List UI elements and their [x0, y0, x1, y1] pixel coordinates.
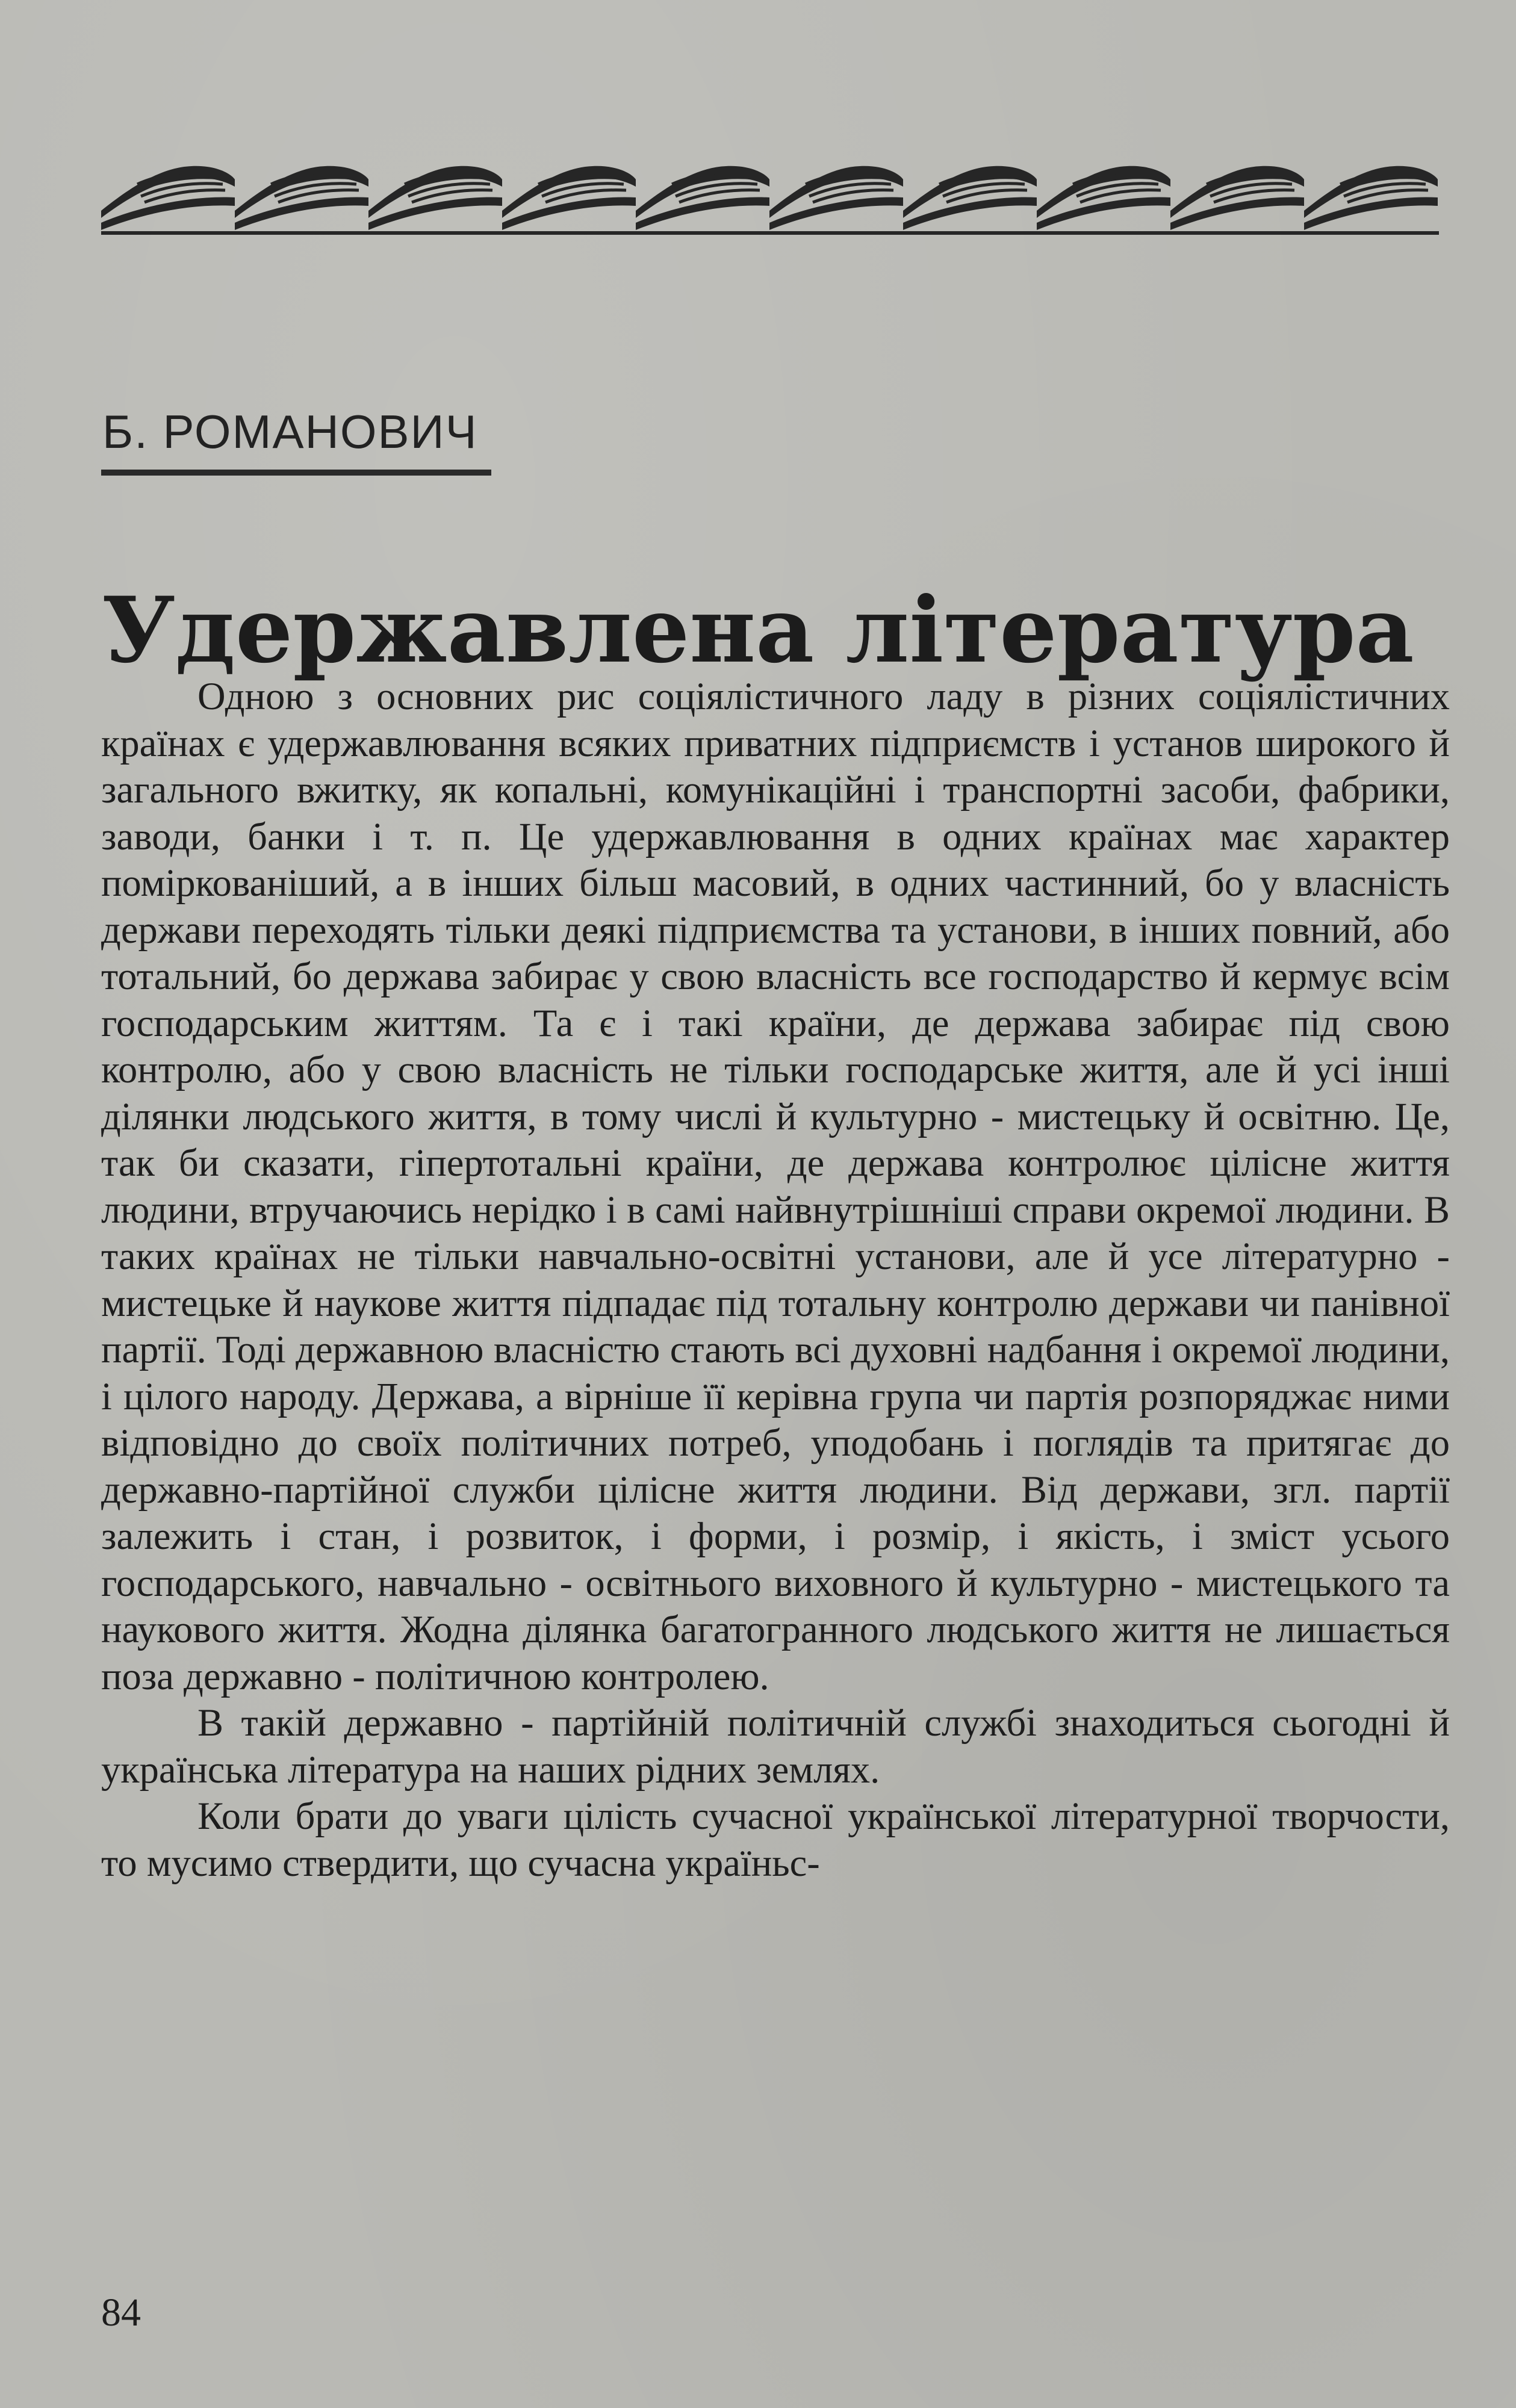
- author-name: Б. РОМАНОВИЧ: [102, 405, 478, 458]
- article-body: [101, 673, 1450, 1886]
- paragraph-2: В такій державно - партійній політичній службі знаходиться сьогодні й українська література на наших рідних землях.: [101, 1701, 1450, 1791]
- paragraph-1: Одною з основних рис соціялістичного ладу в різних соціялістичних країнах є удержавлювання всяких приватних підприємств і установ широкого й загального вжитку, як копальні, комунікаційні і транспортні засоби, фабрики, заводи, банки і т. п. Це удержавлювання в одних країнах має характер поміркованіший, а в інших більш масовий, в одних частинний, бо у власність держави переходять тільки деякі підприємства та установи, в інших повний, або тотальний, бо держава забирає у свою власність все господарство й кермує всім господарським життям. Та є і такі країни, де держава забирає під свою контролю, або у свою власність не тільки господарське життя, але й усі інші ділянки людського життя, в тому числі й культурно - мистецьку й освітню. Це, так би сказати, гіпертотальні країни, де держава контролює цілісне життя людини, втручаючись нерідко і в самі найвнутрішніші справи окремої людини. В таких країнах не тільки навчально-освітні установи, але й усе літературно - мистецьке й наукове життя підпадає під тотальну контролю держави чи панівної партії. Тоді державною власністю стають всі духовні надбання і окремої людини, і цілого народу. Держава, а вірніше її керівна група чи партія розпоряджає ними відповідно до своїх політичних потреб, уподобань і поглядів та притягає до державно-партійної служби цілісне життя людини. Від держави, згл. партії залежить і стан, і розвиток, і форми, і розмір, і якість, і зміст усього господарського, навчально - освітнього виховного й культурно - мистецького та наукового життя. Жодна ділянка багатогранного людського життя не лишається поза державно - політичною контролею.: [101, 675, 1450, 1698]
- author-underline: [101, 470, 491, 476]
- page-number: 84: [101, 2291, 141, 2335]
- paragraph-3: Коли брати до уваги цілість сучасної української літературної творчости, то мусимо ствердити, що сучасна україньс-: [101, 1795, 1450, 1884]
- wave-scroll-ornament-icon: [101, 155, 1439, 240]
- article-title: Удержавлена література: [102, 577, 1414, 683]
